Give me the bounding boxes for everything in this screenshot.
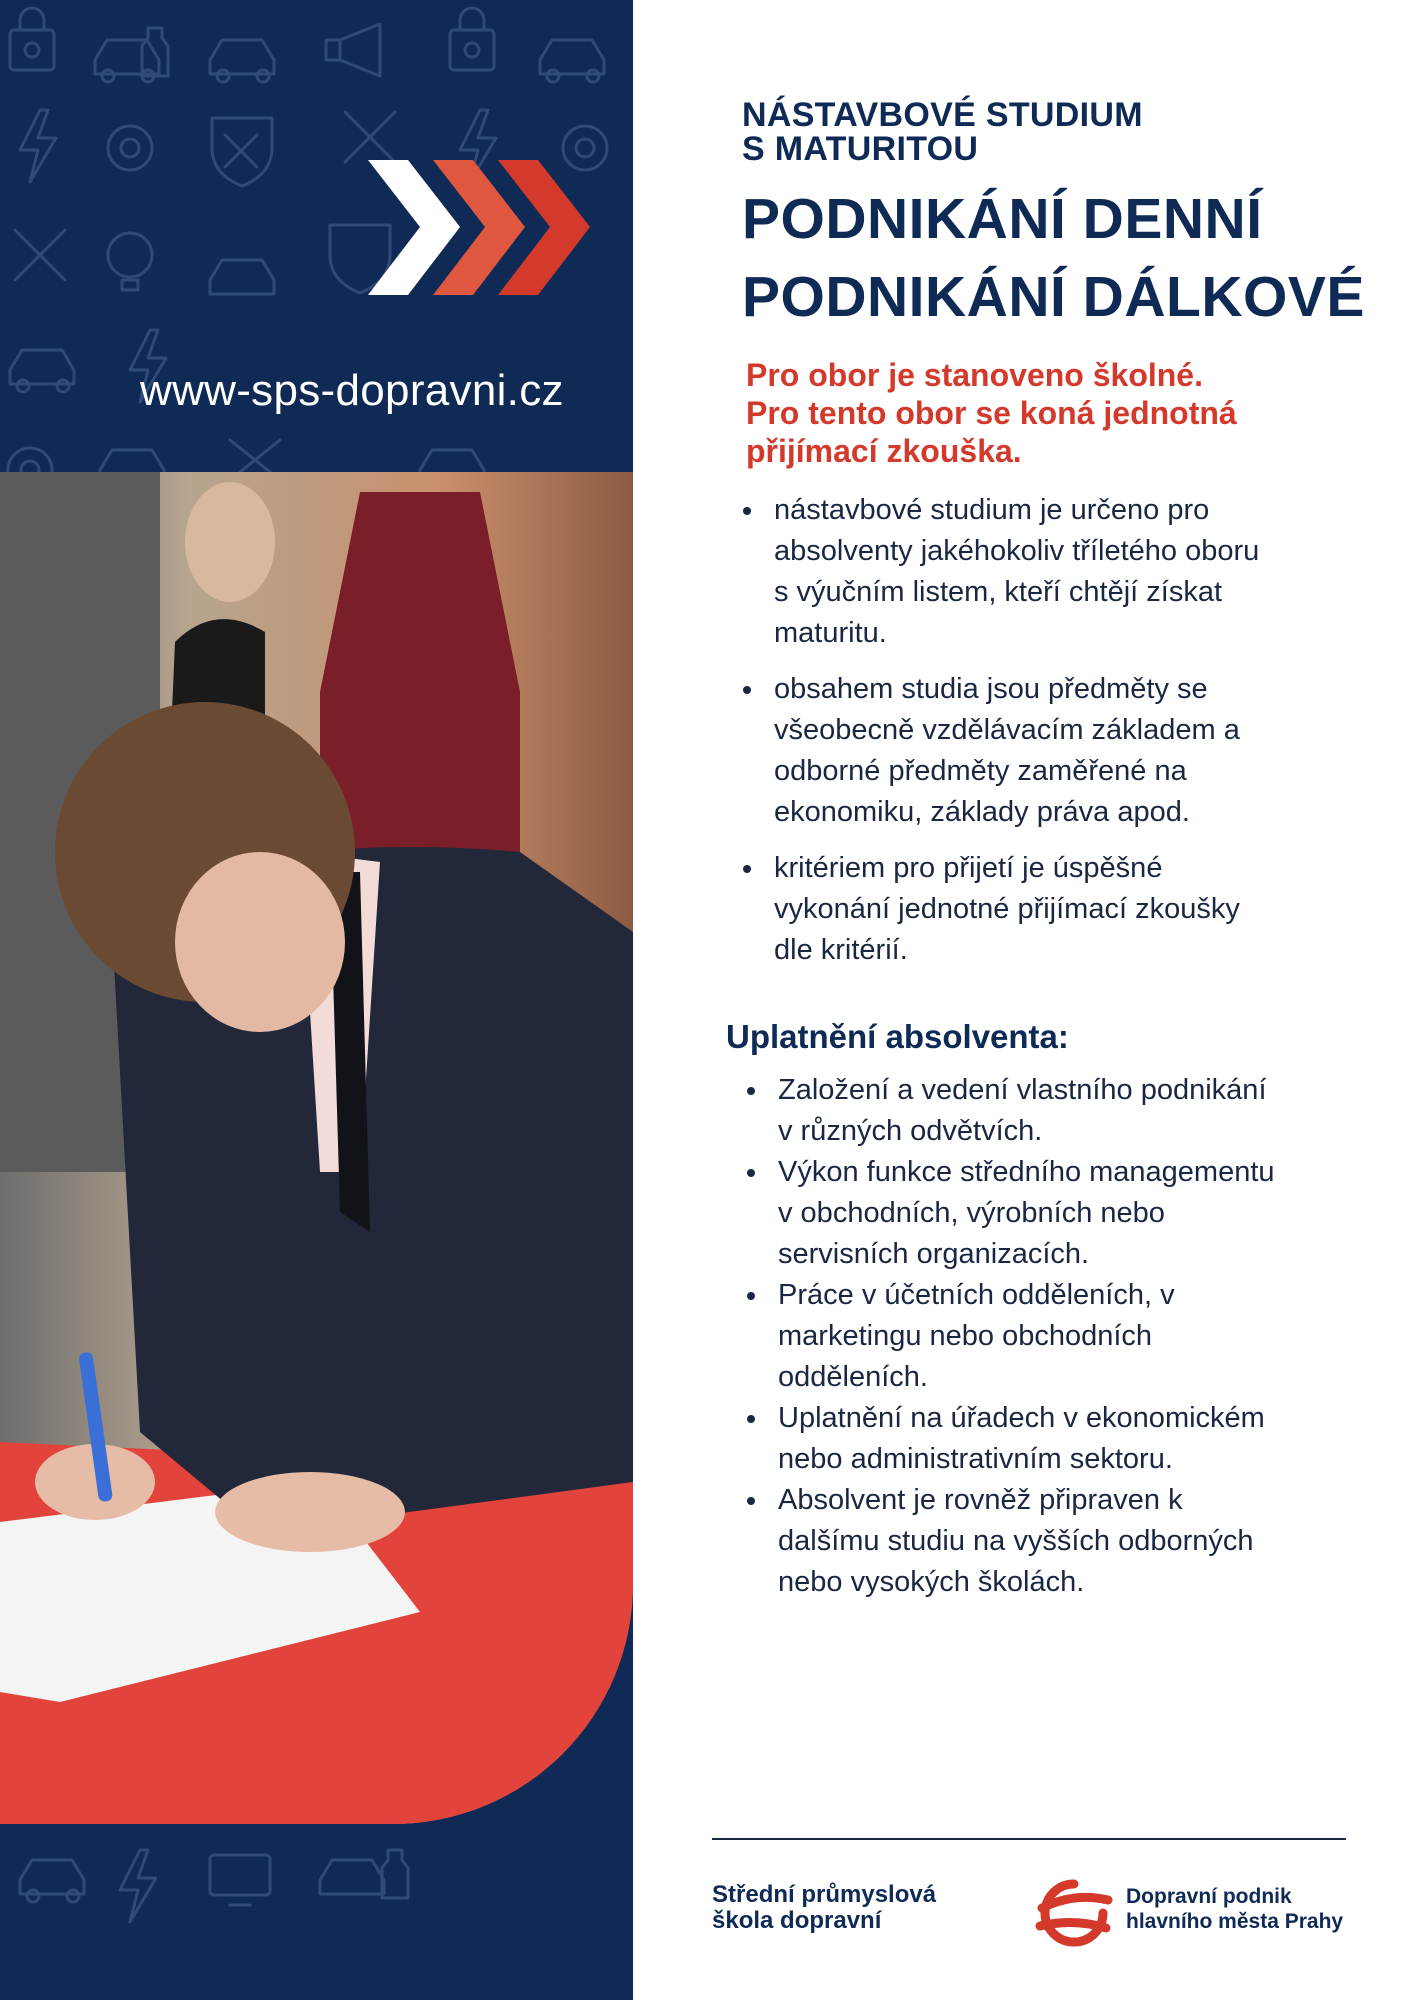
list-item-line: s výučním listem, kteří chtějí získat: [774, 576, 1222, 608]
list-item-line: Práce v účetních odděleních, v: [778, 1279, 1175, 1311]
list-item-line: v různých odvětvích.: [778, 1115, 1043, 1147]
title-line: PODNIKÁNÍ DÁLKOVÉ: [742, 265, 1365, 329]
list-item: [746, 1398, 1346, 1480]
list-item-line: Uplatnění na úřadech v ekonomickém: [778, 1402, 1265, 1434]
list-item-line: kritériem pro přijetí je úspěšné: [774, 852, 1163, 884]
list-item-line: obsahem studia jsou předměty se: [774, 673, 1208, 705]
megaphone-icon: [326, 24, 380, 76]
list-item: [746, 1070, 1346, 1152]
list-item-line: Založení a vedení vlastního podnikání: [778, 1074, 1267, 1106]
tuition-notice: [746, 356, 1386, 470]
list-item: [742, 669, 1342, 833]
careers-heading: Uplatnění absolventa:: [726, 1018, 1069, 1055]
student-signing-photo: [0, 472, 633, 1824]
chevrons-icon: [368, 160, 593, 295]
wrench-icon: [15, 230, 65, 280]
kicker-line: NÁSTAVBOVÉ STUDIUM: [742, 96, 1143, 134]
kicker-line: S MATURITOU: [742, 130, 979, 168]
lock-icon: [10, 8, 54, 70]
dpp-logo-icon: [1034, 1878, 1114, 1948]
footer-divider: [712, 1838, 1346, 1840]
partner-name: [1126, 1884, 1386, 1934]
list-item-line: odděleních.: [778, 1361, 928, 1393]
gear-icon: [108, 126, 152, 170]
lock-icon: [450, 8, 494, 70]
school-name-line: Střední průmyslová: [712, 1881, 937, 1908]
lightbulb-icon: [108, 233, 152, 290]
list-item-line: ekonomiku, základy práva apod.: [774, 796, 1190, 828]
list-item-line: servisních organizacích.: [778, 1238, 1090, 1270]
careers-list: [746, 1070, 1346, 1603]
notice-line: přijímací zkouška.: [746, 433, 1022, 469]
car-icon: [210, 40, 274, 82]
list-item-line: v obchodních, výrobních nebo: [778, 1197, 1165, 1229]
notice-line: Pro obor je stanoveno školné.: [746, 357, 1203, 393]
list-item-line: nebo vysokých školách.: [778, 1566, 1085, 1598]
list-item: [746, 1275, 1346, 1398]
list-item-line: maturitu.: [774, 617, 887, 649]
list-item: [742, 848, 1342, 971]
title-line: PODNIKÁNÍ DENNÍ: [742, 187, 1263, 251]
bolt-icon: [120, 1850, 156, 1922]
list-item: [746, 1480, 1346, 1603]
program-title: [742, 180, 1392, 336]
list-item-line: odborné předměty zaměřené na: [774, 755, 1187, 787]
partner-name-line: Dopravní podnik: [1126, 1885, 1292, 1908]
list-item-line: Absolvent je rovněž připraven k: [778, 1484, 1183, 1516]
list-item: [742, 490, 1342, 654]
bolt-icon: [20, 110, 56, 182]
website-url: www-sps-dopravni.cz: [140, 366, 564, 415]
car-icon: [20, 1860, 84, 1902]
list-item-line: vykonání jednotné přijímací zkoušky: [774, 893, 1240, 925]
list-item-line: dalšímu studiu na vyšších odborných: [778, 1525, 1254, 1557]
bottle-icon: [382, 1850, 408, 1898]
intro-list: [742, 490, 1342, 986]
car-icon: [320, 1860, 384, 1894]
wrench-icon: [345, 112, 395, 162]
car-icon: [210, 260, 274, 294]
list-item: [746, 1152, 1346, 1275]
list-item-line: Výkon funkce středního managementu: [778, 1156, 1275, 1188]
list-item-line: nástavbové studium je určeno pro: [774, 494, 1210, 526]
monitor-icon: [210, 1855, 270, 1905]
shield-tools-icon: [212, 118, 272, 186]
notice-line: Pro tento obor se koná jednotná: [746, 395, 1237, 431]
list-item-line: všeobecně vzdělávacím základem a: [774, 714, 1240, 746]
school-name: [712, 1882, 1012, 1934]
list-item-line: marketingu nebo obchodních: [778, 1320, 1153, 1352]
list-item-line: dle kritérií.: [774, 934, 908, 966]
car-icon: [540, 40, 604, 82]
partner-name-line: hlavního města Prahy: [1126, 1910, 1344, 1933]
left-panel: [0, 0, 633, 2000]
program-kicker: [742, 98, 1342, 166]
list-item-line: nebo administrativním sektoru.: [778, 1443, 1173, 1475]
car-icon: [10, 350, 74, 392]
list-item-line: absolventy jakéhokoliv tříletého oboru: [774, 535, 1260, 567]
school-name-line: škola dopravní: [712, 1907, 882, 1934]
